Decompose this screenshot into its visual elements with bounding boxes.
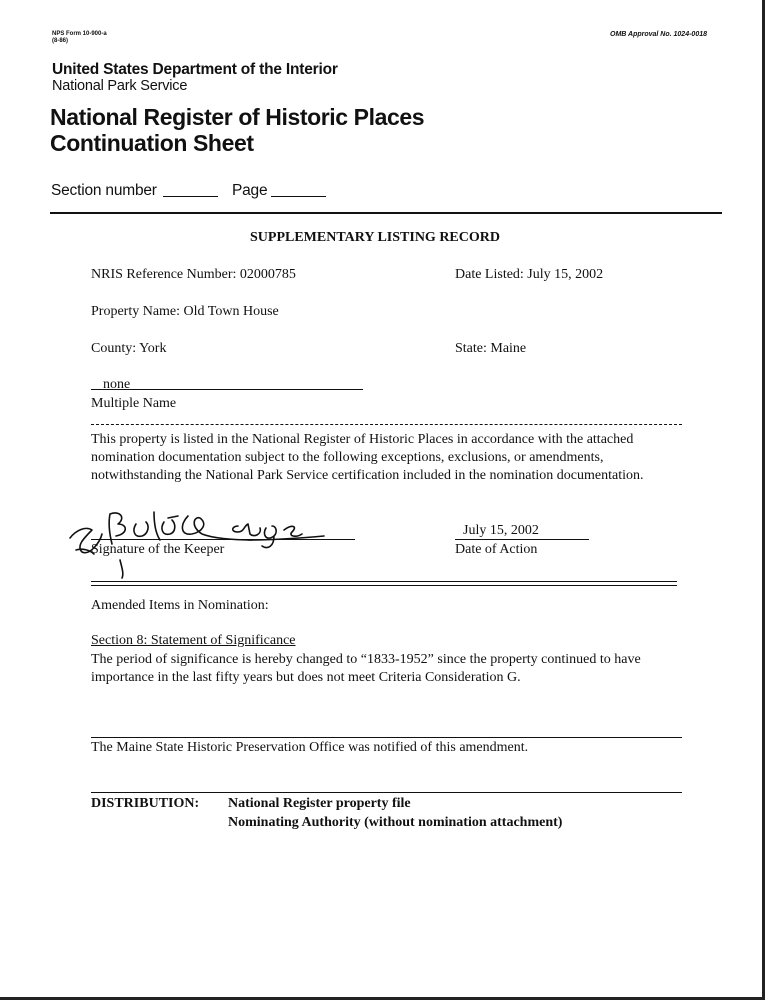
- record-heading: SUPPLEMENTARY LISTING RECORD: [250, 230, 500, 245]
- shpo-notification: The Maine State Historic Preservation Office was notified of this amendment.: [91, 740, 529, 755]
- signature-label: Signature of the Keeper: [91, 542, 225, 557]
- page-number-blank: [271, 196, 326, 197]
- form-title: National Register of Historic Places: [50, 104, 425, 130]
- property-name: Property Name: Old Town House: [91, 304, 279, 319]
- notification-divider: [91, 737, 682, 738]
- date-of-action-label: Date of Action: [455, 542, 538, 557]
- date-of-action-value: July 15, 2002: [463, 523, 539, 538]
- distribution-item-nominating-authority: Nominating Authority (without nomination attachment): [228, 815, 563, 830]
- page-label: Page: [232, 182, 268, 199]
- distribution-label: DISTRIBUTION:: [91, 796, 200, 811]
- signature-line: [91, 539, 355, 540]
- double-divider-top: [91, 581, 677, 582]
- state: State: Maine: [455, 341, 527, 356]
- amendment-section-title: Section 8: Statement of Significance: [91, 633, 296, 648]
- multiple-name-underline: [91, 389, 363, 390]
- distribution-item-property-file: National Register property file: [228, 796, 411, 811]
- amended-items-heading: Amended Items in Nomination:: [91, 598, 269, 613]
- agency-name: National Park Service: [52, 78, 188, 94]
- double-divider-bottom: [91, 585, 677, 586]
- keeper-signature: [62, 490, 332, 580]
- header-divider: [50, 212, 722, 214]
- section-number-blank: [163, 196, 218, 197]
- form-date-text: (8-86): [52, 38, 69, 44]
- listing-statement: This property is listed in the National Register of Historic Places in accordance with the attached nomination documentation subject to the following exceptions, exclusions, or amendments, notwithstanding the National Park Service certification included in the nomination documentation.: [91, 432, 644, 483]
- distribution-divider: [91, 792, 682, 793]
- multiple-name-label: Multiple Name: [91, 396, 177, 411]
- form-number: [52, 31, 107, 45]
- form-subtitle: Continuation Sheet: [50, 130, 254, 156]
- multiple-name-value: none: [103, 377, 131, 392]
- form-number-text: NPS Form 10-900-a: [52, 31, 107, 37]
- dashed-divider: [91, 424, 682, 425]
- department-name: United States Department of the Interior: [52, 61, 338, 78]
- county: County: York: [91, 341, 167, 356]
- date-listed: Date Listed: July 15, 2002: [455, 267, 604, 282]
- omb-approval: OMB Approval No. 1024-0018: [610, 31, 707, 38]
- amendment-section-text: The period of significance is hereby changed to “1833-1952” since the property continued to have importance in the last fifty years but does not meet Criteria Consideration G.: [91, 652, 641, 685]
- date-of-action-underline: [455, 539, 589, 540]
- section-number-label: Section number: [51, 182, 157, 199]
- nris-reference: NRIS Reference Number: 02000785: [91, 267, 296, 282]
